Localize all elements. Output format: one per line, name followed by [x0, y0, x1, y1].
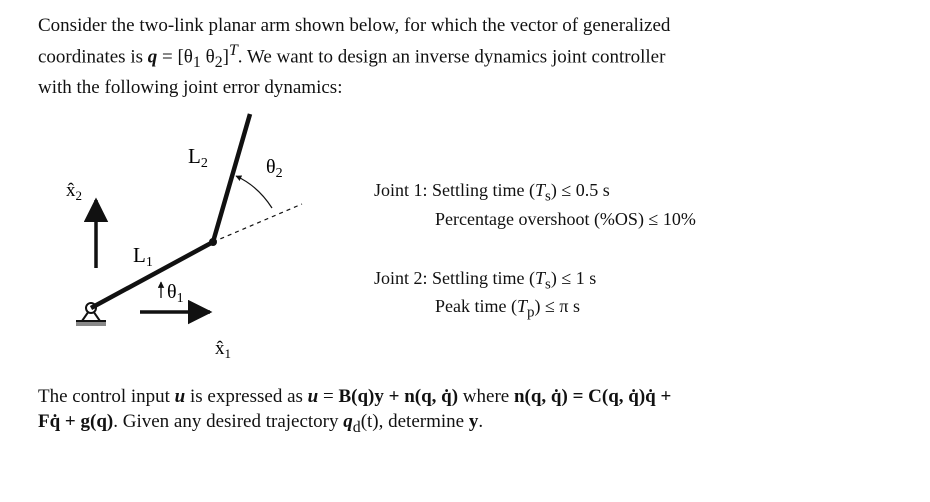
outro-text-d: where: [458, 386, 514, 407]
y-symbol: y: [468, 411, 479, 432]
theta1-label: $\theta_1$: [167, 281, 184, 306]
subscript-2: 2: [214, 54, 223, 72]
L2-label: L2: [188, 144, 208, 171]
link-1-extension: [213, 204, 302, 242]
problem-question: [38, 384, 898, 440]
theta2-arc: [236, 176, 272, 208]
u-symbol-2: u: [307, 386, 319, 407]
equals-sign: =: [318, 386, 339, 407]
arm-figure: [40, 110, 350, 370]
two-link-arm-diagram: [40, 110, 350, 370]
n-definition-tail: Fq̇ + g(q): [38, 411, 114, 432]
outro-text-f: (t), determine: [360, 411, 469, 432]
n-definition: n(q, q̇) = C(q, q̇)q̇ +: [513, 386, 672, 407]
intro-line-3: with the following joint error dynamics:: [38, 77, 343, 99]
outro-text-e: . Given any desired trajectory: [113, 411, 344, 432]
joint-2-peak-time: Peak time $(T_p) \le \pi$ s: [435, 296, 580, 321]
outro-text-b: is expressed as: [185, 386, 308, 407]
subscript-1: 1: [192, 54, 201, 72]
joint-2-settling: Joint 2: Settling time $(T_s) \le 1$ s: [374, 268, 597, 293]
x2-axis-label: $x̂_2$: [66, 180, 82, 203]
intro-line-2d: ]: [222, 46, 229, 68]
qd-symbol: q: [343, 411, 353, 432]
problem-intro: [38, 13, 898, 100]
u-symbol: u: [174, 386, 186, 407]
intro-line-2b: = [θ: [157, 46, 193, 68]
transpose-mark: T: [228, 42, 238, 59]
joint-1-settling: Joint 1: Settling time $(T_s) \le 0.5$ s: [374, 180, 610, 205]
intro-line-2e: . We want to design an inverse dynamics joint controller: [237, 46, 666, 68]
theta2-label: $\theta_2$: [266, 156, 283, 181]
control-law: B(q)y + n(q, q̇): [338, 386, 459, 407]
x1-axis-label: $x̂_1$: [215, 338, 231, 361]
link-1: [91, 242, 213, 308]
L1-label: L1: [133, 243, 153, 270]
intro-line-2c: θ: [200, 46, 215, 68]
link-2: [213, 114, 250, 242]
outro-period: .: [478, 411, 484, 432]
q-symbol: q: [147, 46, 158, 68]
intro-line-1: Consider the two-link planar arm shown below, for which the vector of generalized: [38, 15, 671, 36]
joint-1-overshoot: Percentage overshoot (%OS) ≤ 10%: [435, 209, 696, 229]
qd-subscript: d: [352, 418, 361, 436]
intro-line-2a: coordinates is: [38, 46, 148, 68]
outro-text-a: The control input: [38, 386, 175, 407]
